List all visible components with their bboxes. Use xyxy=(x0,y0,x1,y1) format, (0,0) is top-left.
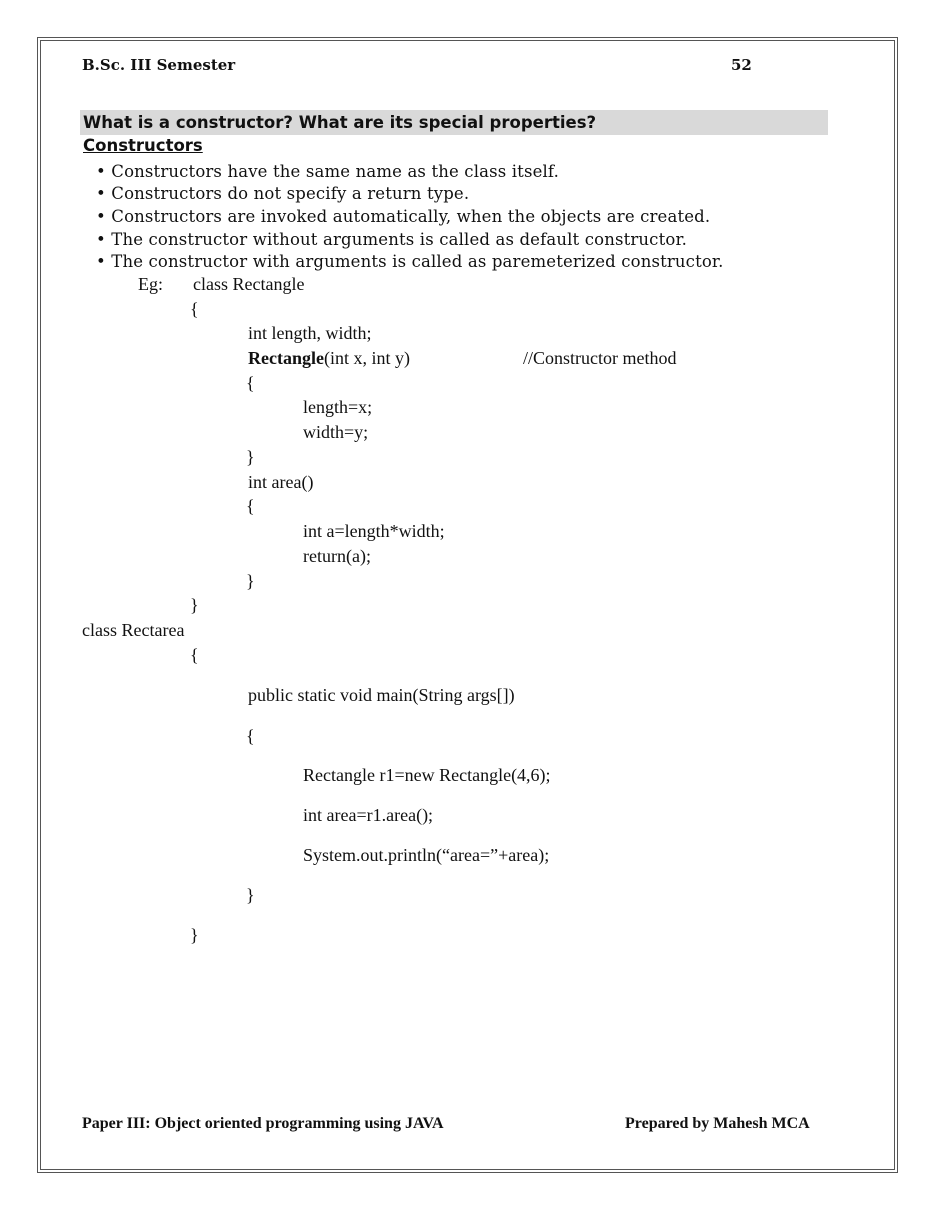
code-brace: } xyxy=(190,595,199,615)
code-line: class Rectangle xyxy=(193,274,305,294)
question-heading: What is a constructor? What are its special properties? xyxy=(83,113,597,132)
code-brace: } xyxy=(246,447,255,467)
code-brace: { xyxy=(246,373,255,393)
code-line: int length, width; xyxy=(248,323,372,343)
code-brace: { xyxy=(246,726,255,746)
code-brace: { xyxy=(190,299,199,319)
list-item: • The constructor without arguments is called as default constructor. xyxy=(96,230,688,249)
code-line: int a=length*width; xyxy=(303,521,445,541)
eg-label: Eg: xyxy=(138,274,163,294)
code-line: return(a); xyxy=(303,546,371,566)
code-line: length=x; xyxy=(303,397,373,417)
page-number: 52 xyxy=(731,56,752,74)
code-brace: } xyxy=(190,925,199,945)
bullet-icon: • xyxy=(96,184,106,203)
code-line: int area() xyxy=(248,472,314,492)
footer-author: Prepared by Mahesh MCA xyxy=(625,1115,810,1132)
code-line: class Rectarea xyxy=(82,620,185,640)
code-brace: } xyxy=(246,571,255,591)
bullet-icon: • xyxy=(96,207,106,226)
bullet-icon: • xyxy=(96,230,106,249)
header-semester: B.Sc. III Semester xyxy=(82,56,236,74)
bullet-icon: • xyxy=(96,162,106,181)
list-item: • The constructor with arguments is called as paremeterized constructor. xyxy=(96,252,724,271)
code-line: int area=r1.area(); xyxy=(303,805,434,825)
code-line: width=y; xyxy=(303,422,369,442)
code-brace: } xyxy=(246,885,255,905)
code-brace: { xyxy=(190,645,199,665)
code-line: public static void main(String args[]) xyxy=(248,685,515,705)
code-line: System.out.println(“area=”+area); xyxy=(303,845,550,865)
code-comment: //Constructor method xyxy=(523,348,677,368)
code-brace: { xyxy=(246,496,255,516)
constructor-name: Rectangle xyxy=(248,348,324,368)
list-item: • Constructors do not specify a return type. xyxy=(96,184,470,203)
footer-paper-title: Paper III: Object oriented programming using JAVA xyxy=(82,1115,444,1132)
bullet-icon: • xyxy=(96,252,106,271)
code-line: Rectangle r1=new Rectangle(4,6); xyxy=(303,765,551,785)
section-title: Constructors xyxy=(83,136,203,155)
list-item: • Constructors are invoked automatically, when the objects are created. xyxy=(96,207,711,226)
list-item: • Constructors have the same name as the class itself. xyxy=(96,162,559,181)
code-line: Rectangle(int x, int y) xyxy=(248,348,410,368)
